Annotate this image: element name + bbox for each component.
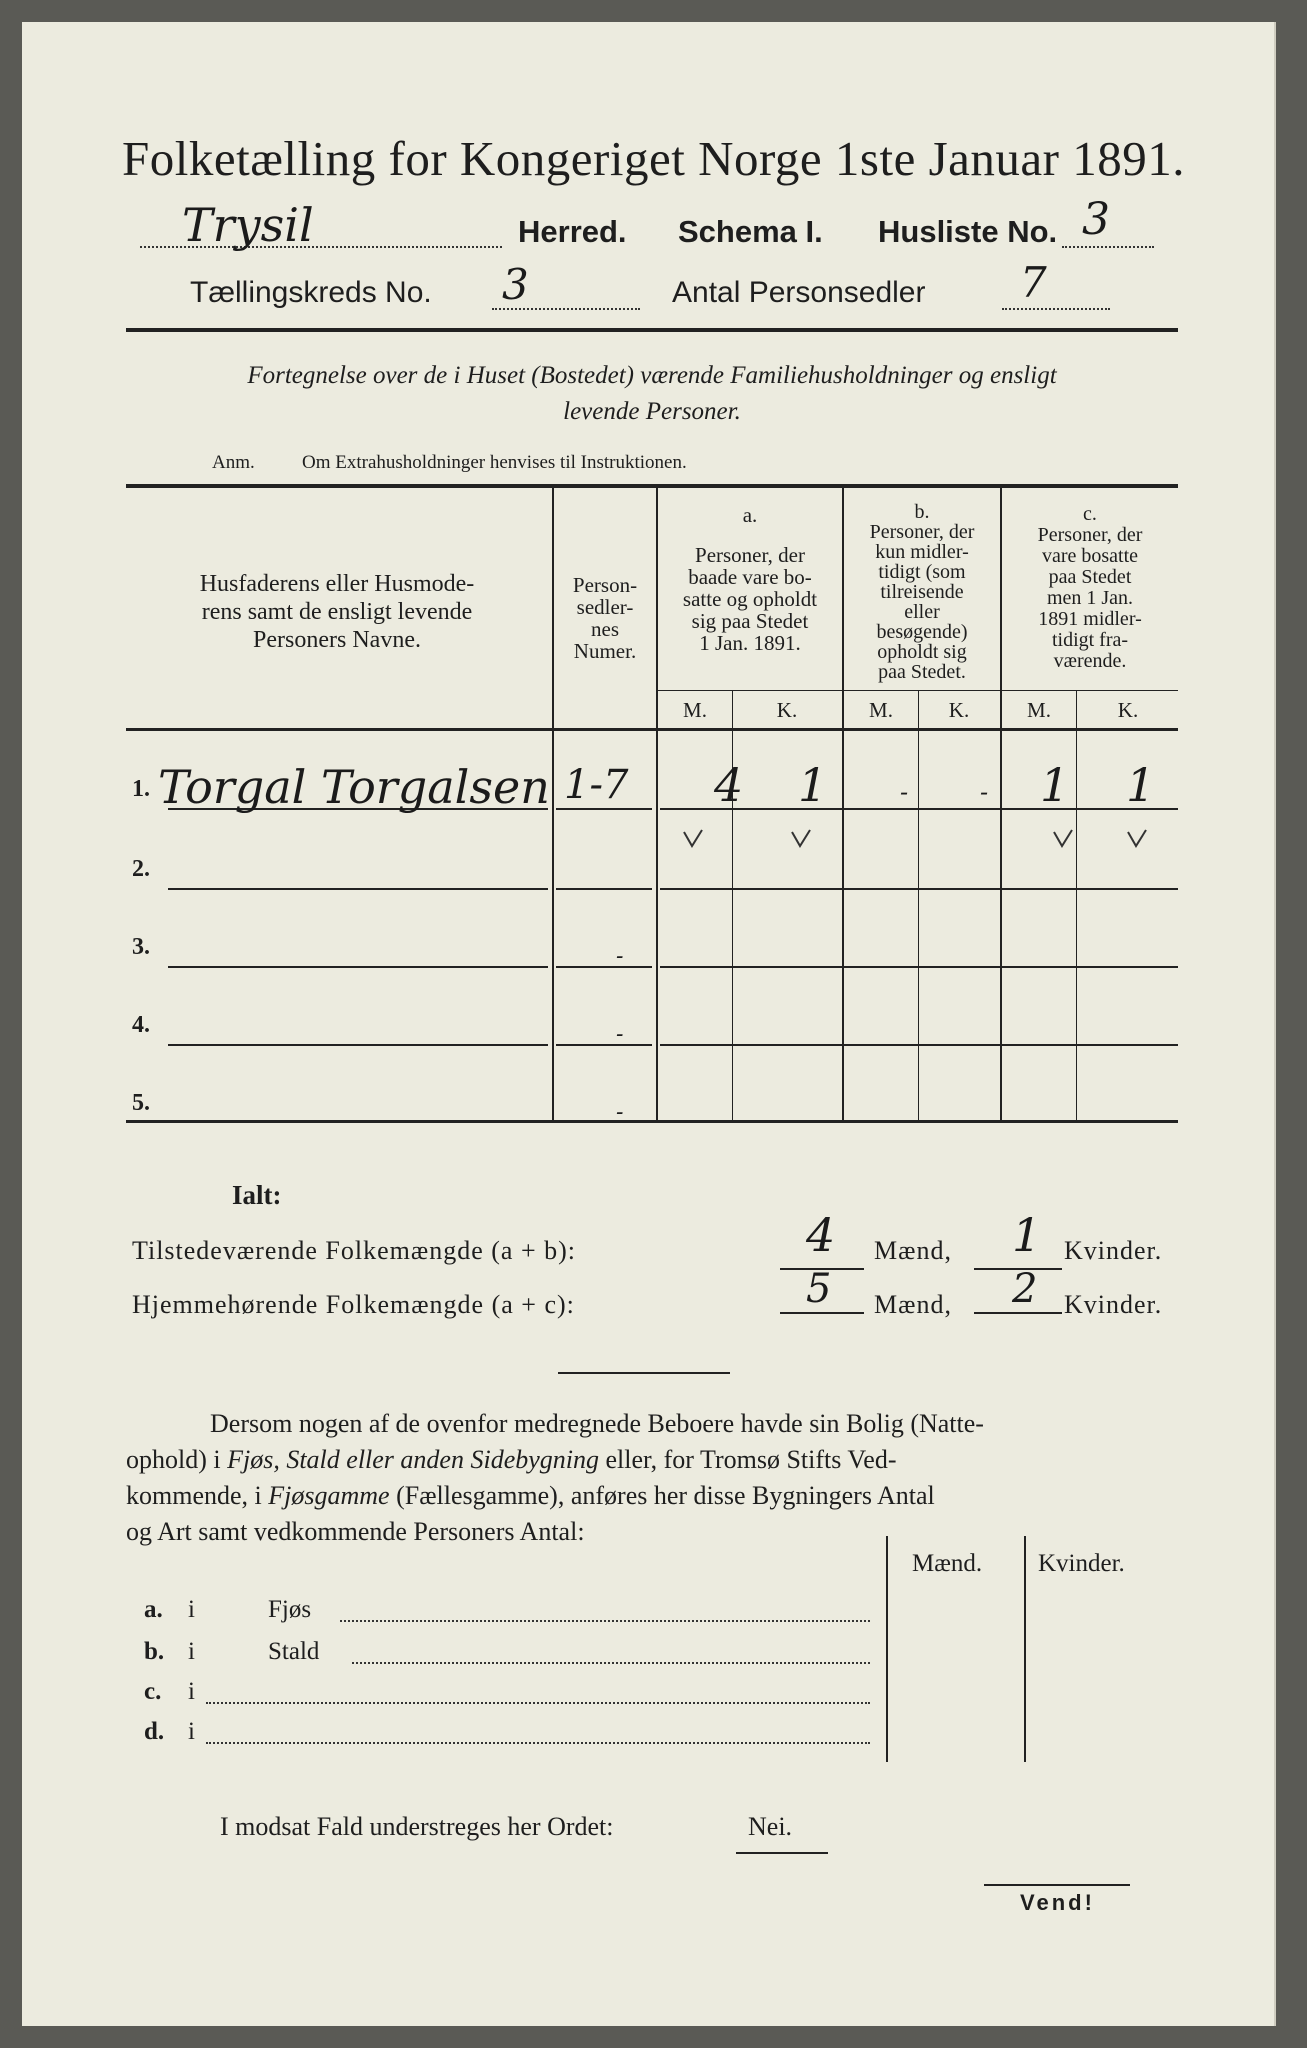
building-b-i: i: [188, 1638, 195, 1665]
vend-label: Vend!: [1020, 1890, 1095, 1915]
hjemme-maend-line: [780, 1312, 864, 1314]
row-1-num: 1-7: [564, 762, 629, 808]
check-mark-c-m: [1054, 830, 1072, 846]
tilstede-label: Tilstedeværende Folkemængde (a + b):: [132, 1236, 576, 1265]
col-head-num: Person- sedler- nes Numer.: [572, 573, 638, 663]
row-1-b-k: -: [980, 778, 989, 806]
building-d-letter: d.: [144, 1718, 165, 1745]
check-mark-a-k: [792, 830, 810, 846]
check-mark-a-m: [684, 830, 702, 846]
building-a-label: Fjøs: [268, 1596, 312, 1623]
kreds-value: 3: [502, 260, 529, 309]
hjemme-kvinder-value: 2: [1012, 1266, 1038, 1312]
row-4-line-vals: [660, 1044, 1178, 1046]
census-form-page: [22, 22, 1276, 2026]
building-b-dots: [352, 1660, 870, 1664]
husliste-value: 3: [1082, 194, 1110, 245]
check-mark-c-k: [1128, 830, 1146, 846]
building-d-dots: [206, 1740, 870, 1744]
row-3-line: [168, 966, 548, 968]
hjemme-maend-label: Mænd,: [874, 1290, 952, 1319]
ialt-label: Ialt:: [232, 1180, 282, 1210]
col-divider-num: [656, 486, 658, 1122]
buildings-paragraph-line-4: og Art samt vedkommende Personers Antal:: [126, 1517, 585, 1546]
kreds-label: Tællingskreds No.: [190, 276, 432, 309]
row-2-line: [168, 888, 548, 890]
building-a-letter: a.: [144, 1596, 163, 1623]
buildings-paragraph-line-3: kommende, i Fjøsgamme (Fællesgamme), anføres her disse Bygningers Antal: [126, 1481, 935, 1510]
building-a-dots: [340, 1618, 870, 1622]
col-divider-b: [1000, 486, 1002, 1122]
buildings-kvinder-head: Kvinder.: [1038, 1550, 1125, 1577]
buildings-paragraph: [126, 1406, 1178, 1550]
row-1-b-m: -: [900, 778, 909, 806]
building-b-label: Stald: [268, 1638, 320, 1665]
row-4-line: [168, 1044, 548, 1046]
row-4-line-num: [556, 1044, 652, 1046]
col-divider-name: [552, 486, 554, 1122]
b-m-label: M.: [869, 698, 893, 722]
hjemme-maend-value: 5: [806, 1266, 832, 1312]
buildings-col-divider-1: [886, 1536, 888, 1762]
b-k-label: K.: [948, 698, 970, 722]
table-header-rule: [126, 728, 1178, 731]
row-4-number: 4.: [132, 1012, 150, 1038]
schema-label: Schema I.: [678, 214, 823, 249]
modsat-text: I modsat Fald understreges her Ordet:: [220, 1812, 614, 1841]
mk-rule: [656, 690, 1178, 691]
row-2-line-num: [556, 888, 652, 890]
col-head-name: Husfaderens eller Husmode- rens samt de ensligt levende Personers Navne.: [199, 571, 475, 653]
antal-value: 7: [1020, 258, 1047, 307]
check-marks: [674, 826, 1174, 856]
row-5-number: 5.: [132, 1090, 150, 1116]
hjemme-label: Hjemmehørende Folkemængde (a + c):: [132, 1290, 575, 1319]
buildings-col-divider-2: [1024, 1536, 1026, 1762]
row-1-a-m: 4: [714, 758, 744, 812]
col-divider-a: [842, 486, 844, 1122]
building-c-i: i: [188, 1678, 195, 1705]
building-d-i: i: [188, 1718, 195, 1745]
col-divider-a-mk: [732, 690, 733, 1122]
a-k-label: K.: [776, 698, 798, 722]
building-b-letter: b.: [144, 1638, 165, 1665]
building-a-i: i: [188, 1596, 195, 1623]
form-title: Folketælling for Kongeriget Norge 1ste Januar 1891.: [122, 131, 1185, 186]
anm-label: Anm.: [212, 452, 255, 473]
tilstede-kvinder-label: Kvinder.: [1064, 1236, 1163, 1265]
header-rule: [126, 328, 1178, 332]
buildings-maend-head: Mænd.: [912, 1550, 983, 1577]
antal-label: Antal Personsedler: [672, 276, 926, 309]
row-1-name: Torgal Torgalsen: [158, 760, 550, 814]
row-3-num: -: [616, 944, 624, 969]
nei-word: Nei.: [748, 1812, 793, 1841]
herred-label: Herred.: [518, 214, 627, 249]
row-1-number: 1.: [132, 776, 150, 802]
intro-line-2: levende Personer.: [563, 398, 741, 425]
building-c-letter: c.: [144, 1678, 162, 1705]
tilstede-maend-label: Mænd,: [874, 1236, 952, 1265]
row-1-c-m: 1: [1040, 758, 1070, 812]
tilstede-kvinder-value: 1: [1012, 1208, 1042, 1262]
c-m-label: M.: [1027, 698, 1051, 722]
row-2-line-vals: [660, 888, 1178, 890]
table-top-rule: [126, 484, 1178, 488]
tilstede-maend-value: 4: [806, 1208, 836, 1262]
section-divider: [558, 1372, 730, 1374]
anm-text: Om Extrahusholdninger henvises til Instruktionen.: [302, 452, 687, 473]
col-divider-b-mk: [918, 690, 919, 1122]
a-m-label: M.: [683, 698, 707, 722]
intro-line-1: Fortegnelse over de i Huset (Bostedet) værende Familiehusholdninger og ensligt: [247, 362, 1057, 389]
antal-dotline: [1002, 306, 1110, 310]
nei-underline: [736, 1852, 828, 1854]
col-head-a: a. Personer, der baade vare bo- satte og opholdt sig paa Stedet 1 Jan. 1891.: [682, 503, 818, 655]
building-c-dots: [206, 1700, 870, 1704]
row-3-line-num: [556, 966, 652, 968]
row-3-line-vals: [660, 966, 1178, 968]
row-5-num: -: [616, 1100, 624, 1125]
row-1-line-num: [556, 808, 652, 810]
col-head-c: c. Personer, der vare bosatte paa Stedet men 1 Jan. 1891 midler- tidigt fra- værende.: [1037, 503, 1143, 672]
row-3-number: 3.: [132, 934, 150, 960]
herred-value: Trysil: [182, 198, 314, 252]
husliste-label: Husliste No.: [878, 214, 1058, 249]
buildings-paragraph-line-2: ophold) i Fjøs, Stald eller anden Sidebygning eller, for Tromsø Stifts Ved-: [126, 1445, 897, 1474]
row-1-c-k: 1: [1126, 758, 1156, 812]
col-divider-c-mk: [1076, 690, 1077, 1122]
hjemme-kvinder-label: Kvinder.: [1064, 1290, 1163, 1319]
col-head-b: b. Personer, der kun midler- tidigt (som tilreisende eller besøgende) opholdt sig paa Stedet.: [869, 501, 975, 683]
hjemme-kvinder-line: [974, 1312, 1062, 1314]
row-4-num: -: [616, 1022, 624, 1047]
row-1-a-k: 1: [798, 758, 828, 812]
buildings-paragraph-line-1: Dersom nogen af de ovenfor medregnede Beboere havde sin Bolig (Natte-: [210, 1409, 984, 1438]
row-2-number: 2.: [132, 856, 150, 882]
vend-rule: [984, 1884, 1130, 1886]
c-k-label: K.: [1117, 698, 1139, 722]
table-bottom-rule: [126, 1120, 1178, 1123]
